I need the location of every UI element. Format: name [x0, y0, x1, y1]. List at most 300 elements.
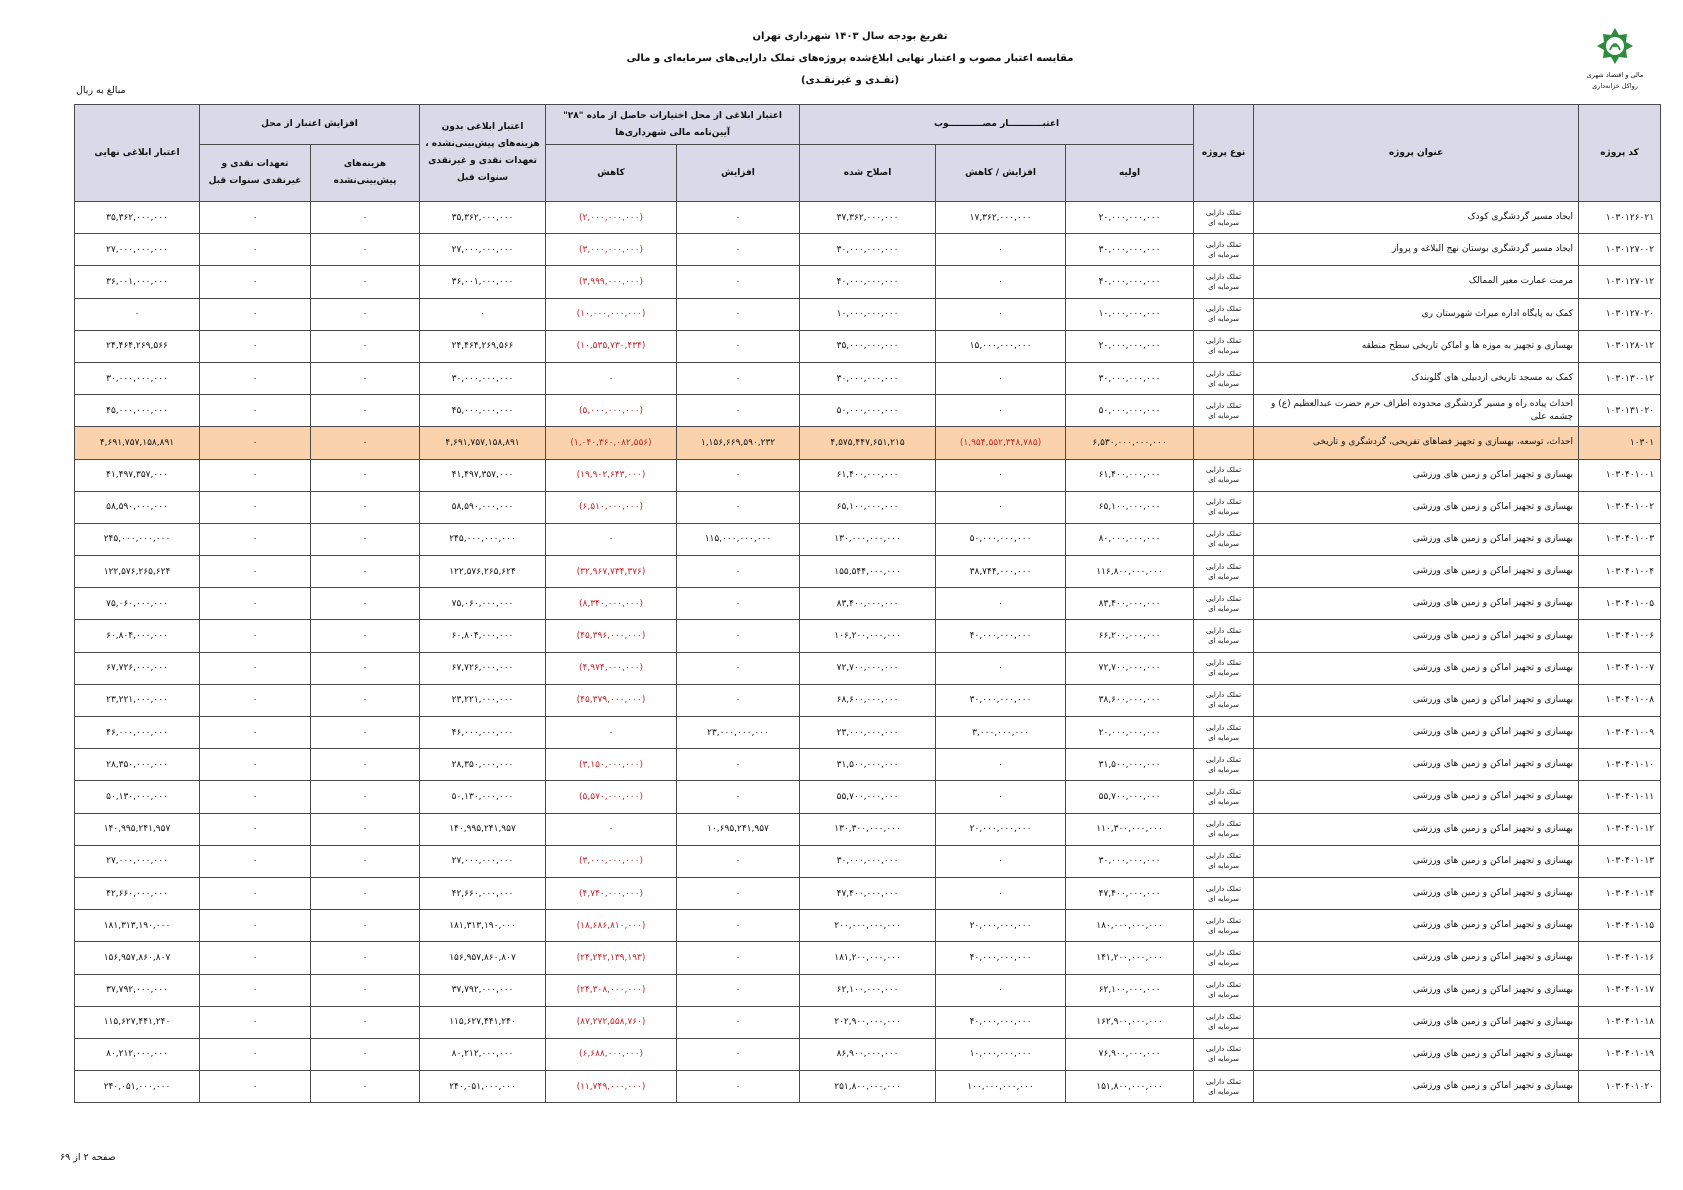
cell-unforeseen: ۰ [311, 749, 420, 781]
cell-final: ۴۵,۰۰۰,۰۰۰,۰۰۰ [75, 395, 200, 427]
cell-title: ایجاد مسیر گردشگری کودک [1254, 202, 1579, 234]
cell-amended: ۷۲,۷۰۰,۰۰۰,۰۰۰ [800, 652, 936, 684]
cell-type: تملک دارایی سرمایه ای [1194, 620, 1254, 652]
cell-title: بهسازی و تجهیز اماکن و زمین های ورزشی [1254, 1006, 1579, 1038]
cell-increase: ۰ [677, 781, 800, 813]
cell-initial: ۵۵,۷۰۰,۰۰۰,۰۰۰ [1066, 781, 1194, 813]
cell-type: تملک دارایی سرمایه ای [1194, 845, 1254, 877]
cell-increase: ۱۱۵,۰۰۰,۰۰۰,۰۰۰ [677, 523, 800, 555]
cell-increase-decrease: ۰ [936, 266, 1066, 298]
cell-prior-commitments: ۰ [200, 1038, 311, 1070]
cell-prior-commitments: ۰ [200, 749, 311, 781]
cell-amended: ۲۵۱,۸۰۰,۰۰۰,۰۰۰ [800, 1071, 936, 1103]
cell-decrease: (۱۰,۵۳۵,۷۳۰,۴۳۴) [546, 330, 677, 362]
cell-type: تملک دارایی سرمایه ای [1194, 266, 1254, 298]
cell-code: ۱۰۳۰۴۰۱۰۰۶ [1579, 620, 1661, 652]
cell-title: ایجاد مسیر گردشگری بوستان نهج البلاغه و پرواز [1254, 234, 1579, 266]
cell-final: ۱۸۱,۳۱۳,۱۹۰,۰۰۰ [75, 910, 200, 942]
cell-initial: ۱۱۰,۳۰۰,۰۰۰,۰۰۰ [1066, 813, 1194, 845]
cell-increase: ۰ [677, 845, 800, 877]
cell-initial: ۳۰,۰۰۰,۰۰۰,۰۰۰ [1066, 234, 1194, 266]
cell-decrease: (۶,۵۱۰,۰۰۰,۰۰۰) [546, 491, 677, 523]
cell-title: احداث پیاده راه و مسیر گردشگری محدوده اطراف حرم حضرت عبدالعظیم (ع) و چشمه علی [1254, 395, 1579, 427]
cell-initial: ۶۲,۱۰۰,۰۰۰,۰۰۰ [1066, 974, 1194, 1006]
cell-final: ۳۰,۰۰۰,۰۰۰,۰۰۰ [75, 362, 200, 394]
cell-initial: ۴۷,۴۰۰,۰۰۰,۰۰۰ [1066, 877, 1194, 909]
cell-decrease: (۴,۹۷۴,۰۰۰,۰۰۰) [546, 652, 677, 684]
cell-code: ۱۰۳۰۴۰۱۰۱۷ [1579, 974, 1661, 1006]
cell-type: تملک دارایی سرمایه ای [1194, 781, 1254, 813]
cell-final: ۷۵,۰۶۰,۰۰۰,۰۰۰ [75, 588, 200, 620]
cell-decrease: (۱,۰۴۰,۳۶۰,۰۸۲,۵۵۶) [546, 427, 677, 459]
cell-increase-decrease: ۲۰,۰۰۰,۰۰۰,۰۰۰ [936, 910, 1066, 942]
cell-increase-decrease: ۰ [936, 395, 1066, 427]
cell-initial: ۷۲,۷۰۰,۰۰۰,۰۰۰ [1066, 652, 1194, 684]
cell-final: ۲۴۰,۰۵۱,۰۰۰,۰۰۰ [75, 1071, 200, 1103]
cell-increase-decrease: ۰ [936, 491, 1066, 523]
cell-increase-decrease: ۴۰,۰۰۰,۰۰۰,۰۰۰ [936, 1006, 1066, 1038]
cell-amended: ۲۳,۰۰۰,۰۰۰,۰۰۰ [800, 717, 936, 749]
cell-code: ۱۰۳۰۴۰۱۰۲۰ [1579, 1071, 1661, 1103]
cell-code: ۱۰۳۰۴۰۱۰۱۳ [1579, 845, 1661, 877]
table-row [75, 202, 1661, 234]
cell-final: ۳۷,۷۹۲,۰۰۰,۰۰۰ [75, 974, 200, 1006]
cell-increase: ۰ [677, 491, 800, 523]
table-row [75, 588, 1661, 620]
cell-initial: ۶۱,۴۰۰,۰۰۰,۰۰۰ [1066, 459, 1194, 491]
cell-notified-without: ۲۴۵,۰۰۰,۰۰۰,۰۰۰ [420, 523, 546, 555]
table-row [75, 717, 1661, 749]
cell-amended: ۲۰۰,۰۰۰,۰۰۰,۰۰۰ [800, 910, 936, 942]
cell-code: ۱۰۳۰۱۳۰۰۱۲ [1579, 362, 1661, 394]
col-header-decrease: کاهش [546, 145, 677, 202]
cell-prior-commitments: ۰ [200, 330, 311, 362]
cell-initial: ۱۴۱,۲۰۰,۰۰۰,۰۰۰ [1066, 942, 1194, 974]
cell-amended: ۱۳۰,۳۰۰,۰۰۰,۰۰۰ [800, 813, 936, 845]
cell-prior-commitments: ۰ [200, 395, 311, 427]
cell-notified-without: ۱۲۲,۵۷۶,۲۶۵,۶۲۴ [420, 556, 546, 588]
cell-final: ۱۵۶,۹۵۷,۸۶۰,۸۰۷ [75, 942, 200, 974]
cell-type: تملک دارایی سرمایه ای [1194, 234, 1254, 266]
cell-initial: ۳۰,۰۰۰,۰۰۰,۰۰۰ [1066, 845, 1194, 877]
cell-prior-commitments: ۰ [200, 845, 311, 877]
table-row [75, 910, 1661, 942]
cell-prior-commitments: ۰ [200, 1006, 311, 1038]
cell-increase: ۰ [677, 974, 800, 1006]
col-header-increase: افزایش [677, 145, 800, 202]
cell-notified-without: ۱۱۵,۶۲۷,۴۴۱,۲۴۰ [420, 1006, 546, 1038]
cell-decrease: (۳۲,۹۶۷,۷۳۴,۳۷۶) [546, 556, 677, 588]
cell-notified-without: ۴۱,۴۹۷,۳۵۷,۰۰۰ [420, 459, 546, 491]
cell-type: تملک دارایی سرمایه ای [1194, 813, 1254, 845]
cell-type: تملک دارایی سرمایه ای [1194, 556, 1254, 588]
cell-amended: ۶۱,۴۰۰,۰۰۰,۰۰۰ [800, 459, 936, 491]
cell-code: ۱۰۳۰۴۰۱۰۱۰ [1579, 749, 1661, 781]
cell-increase: ۰ [677, 202, 800, 234]
cell-decrease: ۰ [546, 813, 677, 845]
cell-decrease: (۳,۰۰۰,۰۰۰,۰۰۰) [546, 234, 677, 266]
col-group-approved: اعتبـــــــــــار مصـــــــــــوب [800, 105, 1194, 145]
cell-final: ۲۸,۳۵۰,۰۰۰,۰۰۰ [75, 749, 200, 781]
cell-code: ۱۰۳۰۴۰۱۰۱۶ [1579, 942, 1661, 974]
cell-final: ۲۴۵,۰۰۰,۰۰۰,۰۰۰ [75, 523, 200, 555]
cell-unforeseen: ۰ [311, 556, 420, 588]
cell-title: بهسازی و تجهیز اماکن و زمین های ورزشی [1254, 1038, 1579, 1070]
cell-title: مرمت عمارت معیر الممالک [1254, 266, 1579, 298]
col-header-title: عنوان پروژه [1254, 105, 1579, 202]
table-row [75, 330, 1661, 362]
page-number: صفحه ۲ از ۶۹ [60, 1152, 116, 1163]
cell-notified-without: ۲۴,۴۶۴,۲۶۹,۵۶۶ [420, 330, 546, 362]
table-row [75, 749, 1661, 781]
table-row [75, 459, 1661, 491]
cell-type: تملک دارایی سرمایه ای [1194, 491, 1254, 523]
cell-increase: ۰ [677, 234, 800, 266]
cell-code: ۱۰۳۰۴۰۱۰۰۸ [1579, 684, 1661, 716]
cell-increase-decrease: ۱۵,۰۰۰,۰۰۰,۰۰۰ [936, 330, 1066, 362]
cell-unforeseen: ۰ [311, 395, 420, 427]
cell-amended: ۱۰۶,۲۰۰,۰۰۰,۰۰۰ [800, 620, 936, 652]
cell-increase: ۰ [677, 942, 800, 974]
cell-increase: ۰ [677, 1006, 800, 1038]
cell-amended: ۱۸۱,۲۰۰,۰۰۰,۰۰۰ [800, 942, 936, 974]
cell-increase-decrease: ۳۸,۷۴۴,۰۰۰,۰۰۰ [936, 556, 1066, 588]
cell-title: بهسازی و تجهیز به موزه ها و اماکن تاریخی سطح منطقه [1254, 330, 1579, 362]
cell-title: بهسازی و تجهیز اماکن و زمین های ورزشی [1254, 684, 1579, 716]
cell-final: ۲۷,۰۰۰,۰۰۰,۰۰۰ [75, 234, 200, 266]
cell-unforeseen: ۰ [311, 1071, 420, 1103]
cell-code: ۱۰۳۰۱۲۷۰۰۲ [1579, 234, 1661, 266]
cell-code: ۱۰۳۰۴۰۱۰۱۴ [1579, 877, 1661, 909]
cell-title: بهسازی و تجهیز اماکن و زمین های ورزشی [1254, 781, 1579, 813]
cell-type: تملک دارایی سرمایه ای [1194, 459, 1254, 491]
cell-decrease: (۲۴,۲۴۲,۱۳۹,۱۹۳) [546, 942, 677, 974]
cell-decrease: (۳,۱۵۰,۰۰۰,۰۰۰) [546, 749, 677, 781]
table-row [75, 620, 1661, 652]
cell-code: ۱۰۳۰۴۰۱۰۱۱ [1579, 781, 1661, 813]
cell-amended: ۳۵,۰۰۰,۰۰۰,۰۰۰ [800, 330, 936, 362]
cell-initial: ۲۰,۰۰۰,۰۰۰,۰۰۰ [1066, 202, 1194, 234]
cell-prior-commitments: ۰ [200, 910, 311, 942]
cell-prior-commitments: ۰ [200, 974, 311, 1006]
cell-prior-commitments: ۰ [200, 1071, 311, 1103]
cell-amended: ۸۶,۹۰۰,۰۰۰,۰۰۰ [800, 1038, 936, 1070]
cell-type: تملک دارایی سرمایه ای [1194, 1038, 1254, 1070]
cell-title: بهسازی و تجهیز اماکن و زمین های ورزشی [1254, 910, 1579, 942]
cell-final: ۴۱,۴۹۷,۳۵۷,۰۰۰ [75, 459, 200, 491]
cell-prior-commitments: ۰ [200, 234, 311, 266]
cell-prior-commitments: ۰ [200, 877, 311, 909]
cell-prior-commitments: ۰ [200, 588, 311, 620]
col-header-unforeseen: هزینه‌های پیش‌بینی‌نشده [311, 145, 420, 202]
cell-increase-decrease: ۰ [936, 974, 1066, 1006]
cell-final: ۲۴,۴۶۴,۲۶۹,۵۶۶ [75, 330, 200, 362]
cell-code: ۱۰۳۰۴۰۱۰۱۲ [1579, 813, 1661, 845]
currency-unit-note: مبالغ به ریال [76, 85, 126, 96]
col-header-type: نوع پروژه [1194, 105, 1254, 202]
cell-decrease: (۴۵,۳۷۹,۰۰۰,۰۰۰) [546, 684, 677, 716]
cell-title: بهسازی و تجهیز اماکن و زمین های ورزشی [1254, 491, 1579, 523]
cell-unforeseen: ۰ [311, 427, 420, 459]
cell-title: بهسازی و تجهیز اماکن و زمین های ورزشی [1254, 556, 1579, 588]
cell-final: ۸۰,۲۱۲,۰۰۰,۰۰۰ [75, 1038, 200, 1070]
cell-type: تملک دارایی سرمایه ای [1194, 202, 1254, 234]
table-row [75, 974, 1661, 1006]
cell-title: بهسازی و تجهیز اماکن و زمین های ورزشی [1254, 813, 1579, 845]
cell-decrease: (۲,۰۰۰,۰۰۰,۰۰۰) [546, 202, 677, 234]
cell-code: ۱۰۳۰۴۰۱۰۰۱ [1579, 459, 1661, 491]
cell-increase: ۰ [677, 877, 800, 909]
cell-notified-without: ۲۷,۰۰۰,۰۰۰,۰۰۰ [420, 234, 546, 266]
cell-amended: ۱۳۰,۰۰۰,۰۰۰,۰۰۰ [800, 523, 936, 555]
cell-code: ۱۰۳۰۴۰۱۰۰۲ [1579, 491, 1661, 523]
table-row [75, 877, 1661, 909]
cell-prior-commitments: ۰ [200, 202, 311, 234]
cell-title: بهسازی و تجهیز اماکن و زمین های ورزشی [1254, 652, 1579, 684]
cell-initial: ۳۸,۶۰۰,۰۰۰,۰۰۰ [1066, 684, 1194, 716]
cell-increase-decrease: ۵۰,۰۰۰,۰۰۰,۰۰۰ [936, 523, 1066, 555]
cell-notified-without: ۴,۶۹۱,۷۵۷,۱۵۸,۸۹۱ [420, 427, 546, 459]
report-title: تفریغ بودجه سال ۱۴۰۳ شهرداری تهران [752, 31, 948, 42]
cell-decrease: (۸۷,۲۷۲,۵۵۸,۷۶۰) [546, 1006, 677, 1038]
cell-initial: ۶,۵۳۰,۰۰۰,۰۰۰,۰۰۰ [1066, 427, 1194, 459]
cell-increase: ۰ [677, 910, 800, 942]
cell-notified-without: ۳۷,۷۹۲,۰۰۰,۰۰۰ [420, 974, 546, 1006]
cell-notified-without: ۷۵,۰۶۰,۰۰۰,۰۰۰ [420, 588, 546, 620]
table-row [75, 942, 1661, 974]
cell-prior-commitments: ۰ [200, 684, 311, 716]
cell-notified-without: ۴۵,۰۰۰,۰۰۰,۰۰۰ [420, 395, 546, 427]
cell-unforeseen: ۰ [311, 491, 420, 523]
cell-unforeseen: ۰ [311, 652, 420, 684]
cell-initial: ۸۳,۴۰۰,۰۰۰,۰۰۰ [1066, 588, 1194, 620]
cell-initial: ۷۶,۹۰۰,۰۰۰,۰۰۰ [1066, 1038, 1194, 1070]
cell-decrease: (۵,۰۰۰,۰۰۰,۰۰۰) [546, 395, 677, 427]
logo-caption-1: مالی و اقتصاد شهری [1586, 71, 1644, 79]
cell-increase-decrease: ۱۰۰,۰۰۰,۰۰۰,۰۰۰ [936, 1071, 1066, 1103]
cell-final: ۱۴۰,۹۹۵,۲۴۱,۹۵۷ [75, 813, 200, 845]
table-row [75, 781, 1661, 813]
table-row [75, 362, 1661, 394]
cell-initial: ۱۵۱,۸۰۰,۰۰۰,۰۰۰ [1066, 1071, 1194, 1103]
cell-code: ۱۰۳۰۴۰۱۰۱۸ [1579, 1006, 1661, 1038]
table-row [75, 266, 1661, 298]
cell-unforeseen: ۰ [311, 266, 420, 298]
col-header-final: اعتبار ابلاغی نهایی [75, 105, 200, 202]
cell-title: کمک به پایگاه اداره میراث شهرستان ری [1254, 298, 1579, 330]
cell-final: ۶۰,۸۰۴,۰۰۰,۰۰۰ [75, 620, 200, 652]
cell-final: ۴۶,۰۰۰,۰۰۰,۰۰۰ [75, 717, 200, 749]
cell-increase-decrease: ۲۰,۰۰۰,۰۰۰,۰۰۰ [936, 813, 1066, 845]
cell-final: ۳۵,۳۶۲,۰۰۰,۰۰۰ [75, 202, 200, 234]
cell-decrease: (۱۱,۷۴۹,۰۰۰,۰۰۰) [546, 1071, 677, 1103]
cell-prior-commitments: ۰ [200, 298, 311, 330]
cell-prior-commitments: ۰ [200, 556, 311, 588]
cell-decrease: ۰ [546, 523, 677, 555]
cell-increase: ۰ [677, 652, 800, 684]
cell-unforeseen: ۰ [311, 910, 420, 942]
cell-amended: ۳۰,۰۰۰,۰۰۰,۰۰۰ [800, 362, 936, 394]
col-header-amended: اصلاح شده [800, 145, 936, 202]
table-row [75, 491, 1661, 523]
cell-increase: ۰ [677, 620, 800, 652]
cell-type: تملک دارایی سرمایه ای [1194, 910, 1254, 942]
cell-type: تملک دارایی سرمایه ای [1194, 298, 1254, 330]
cell-type: تملک دارایی سرمایه ای [1194, 684, 1254, 716]
cell-notified-without: ۰ [420, 298, 546, 330]
cell-initial: ۱۶۲,۹۰۰,۰۰۰,۰۰۰ [1066, 1006, 1194, 1038]
cell-code: ۱۰۳۰۴۰۱۰۰۴ [1579, 556, 1661, 588]
cell-increase-decrease: ۴۰,۰۰۰,۰۰۰,۰۰۰ [936, 620, 1066, 652]
cell-type: تملک دارایی سرمایه ای [1194, 395, 1254, 427]
budget-table [74, 104, 1661, 1103]
cell-unforeseen: ۰ [311, 620, 420, 652]
cell-final: ۶۷,۷۲۶,۰۰۰,۰۰۰ [75, 652, 200, 684]
cell-increase: ۰ [677, 556, 800, 588]
summary-row [75, 427, 1661, 459]
col-header-notified-without: اعتبار ابلاغی بدون هزینه‌های پیش‌بینی‌نشده ، تعهدات نقدی و غیرنقدی سنوات قبل [420, 105, 546, 202]
cell-title: بهسازی و تجهیز اماکن و زمین های ورزشی [1254, 717, 1579, 749]
cell-type: تملک دارایی سرمایه ای [1194, 588, 1254, 620]
cell-notified-without: ۶۰,۸۰۴,۰۰۰,۰۰۰ [420, 620, 546, 652]
cell-initial: ۸۰,۰۰۰,۰۰۰,۰۰۰ [1066, 523, 1194, 555]
cell-amended: ۱۵۵,۵۴۴,۰۰۰,۰۰۰ [800, 556, 936, 588]
cell-increase-decrease: (۱,۹۵۴,۵۵۲,۳۴۸,۷۸۵) [936, 427, 1066, 459]
cell-final: ۱۱۵,۶۲۷,۴۴۱,۲۴۰ [75, 1006, 200, 1038]
cell-title: احداث، توسعه، بهسازی و تجهیز فضاهای تفریحی، گردشگری و تاریخی [1254, 427, 1579, 459]
cell-code: ۱۰۳۰۴۰۱۰۰۵ [1579, 588, 1661, 620]
cell-increase-decrease: ۳,۰۰۰,۰۰۰,۰۰۰ [936, 717, 1066, 749]
cell-amended: ۳۰,۰۰۰,۰۰۰,۰۰۰ [800, 845, 936, 877]
cell-unforeseen: ۰ [311, 523, 420, 555]
cell-increase: ۱,۱۵۶,۶۶۹,۵۹۰,۲۳۲ [677, 427, 800, 459]
cell-amended: ۴,۵۷۵,۴۴۷,۶۵۱,۲۱۵ [800, 427, 936, 459]
cell-title: بهسازی و تجهیز اماکن و زمین های ورزشی [1254, 1071, 1579, 1103]
cell-notified-without: ۳۵,۳۶۲,۰۰۰,۰۰۰ [420, 202, 546, 234]
table-row [75, 652, 1661, 684]
cell-unforeseen: ۰ [311, 202, 420, 234]
cell-title: بهسازی و تجهیز اماکن و زمین های ورزشی [1254, 877, 1579, 909]
cell-code: ۱۰۳۰۴۰۱۰۰۷ [1579, 652, 1661, 684]
cell-code: ۱۰۳۰۱۲۶۰۲۱ [1579, 202, 1661, 234]
cell-initial: ۵۰,۰۰۰,۰۰۰,۰۰۰ [1066, 395, 1194, 427]
cell-increase-decrease: ۰ [936, 459, 1066, 491]
cell-unforeseen: ۰ [311, 813, 420, 845]
table-row [75, 523, 1661, 555]
col-header-code: کد پروژه [1579, 105, 1661, 202]
cell-amended: ۴۷,۴۰۰,۰۰۰,۰۰۰ [800, 877, 936, 909]
report-title-block [520, 26, 1180, 92]
cell-initial: ۱۸۰,۰۰۰,۰۰۰,۰۰۰ [1066, 910, 1194, 942]
cell-prior-commitments: ۰ [200, 362, 311, 394]
cell-increase: ۰ [677, 1071, 800, 1103]
cell-decrease: (۱۹,۹۰۲,۶۴۳,۰۰۰) [546, 459, 677, 491]
cell-notified-without: ۲۸,۳۵۰,۰۰۰,۰۰۰ [420, 749, 546, 781]
cell-increase: ۰ [677, 298, 800, 330]
cell-initial: ۱۰,۰۰۰,۰۰۰,۰۰۰ [1066, 298, 1194, 330]
cell-code: ۱۰۳۰۱۲۷۰۱۲ [1579, 266, 1661, 298]
cell-type: تملک دارایی سرمایه ای [1194, 652, 1254, 684]
cell-increase: ۰ [677, 362, 800, 394]
cell-final: ۴۲,۶۶۰,۰۰۰,۰۰۰ [75, 877, 200, 909]
cell-unforeseen: ۰ [311, 330, 420, 362]
table-row [75, 845, 1661, 877]
cell-increase: ۱۰,۶۹۵,۲۴۱,۹۵۷ [677, 813, 800, 845]
cell-code: ۱۰۳۰۱۲۷۰۲۰ [1579, 298, 1661, 330]
cell-decrease: (۵,۵۷۰,۰۰۰,۰۰۰) [546, 781, 677, 813]
cell-increase-decrease: ۰ [936, 652, 1066, 684]
cell-increase-decrease: ۰ [936, 749, 1066, 781]
cell-amended: ۴۰,۰۰۰,۰۰۰,۰۰۰ [800, 266, 936, 298]
cell-unforeseen: ۰ [311, 362, 420, 394]
cell-initial: ۳۰,۰۰۰,۰۰۰,۰۰۰ [1066, 362, 1194, 394]
cell-notified-without: ۱۵۶,۹۵۷,۸۶۰,۸۰۷ [420, 942, 546, 974]
cell-code: ۱۰۳۰۴۰۱۰۰۳ [1579, 523, 1661, 555]
report-subtitle-note: (نقـدی و غیرنقـدی) [800, 75, 900, 86]
table-row [75, 298, 1661, 330]
cell-final: ۲۷,۰۰۰,۰۰۰,۰۰۰ [75, 845, 200, 877]
cell-code: ۱۰۳۰۱۲۸۰۱۲ [1579, 330, 1661, 362]
cell-increase-decrease: ۰ [936, 781, 1066, 813]
logo-caption-2: رواکل خزانه‌داری [1592, 82, 1638, 90]
cell-title: بهسازی و تجهیز اماکن و زمین های ورزشی [1254, 749, 1579, 781]
cell-increase-decrease: ۰ [936, 877, 1066, 909]
cell-amended: ۵۰,۰۰۰,۰۰۰,۰۰۰ [800, 395, 936, 427]
cell-title: کمک به مسجد تاریخی اردبیلی های گلوبندک [1254, 362, 1579, 394]
table-row [75, 556, 1661, 588]
cell-unforeseen: ۰ [311, 781, 420, 813]
cell-prior-commitments: ۰ [200, 620, 311, 652]
cell-title: بهسازی و تجهیز اماکن و زمین های ورزشی [1254, 974, 1579, 1006]
cell-prior-commitments: ۰ [200, 459, 311, 491]
cell-final: ۵۰,۱۳۰,۰۰۰,۰۰۰ [75, 781, 200, 813]
cell-unforeseen: ۰ [311, 588, 420, 620]
cell-notified-without: ۴۶,۰۰۰,۰۰۰,۰۰۰ [420, 717, 546, 749]
col-header-increase-decrease: افزایش / کاهش [936, 145, 1066, 202]
cell-type: تملک دارایی سرمایه ای [1194, 877, 1254, 909]
cell-title: بهسازی و تجهیز اماکن و زمین های ورزشی [1254, 588, 1579, 620]
cell-amended: ۵۵,۷۰۰,۰۰۰,۰۰۰ [800, 781, 936, 813]
cell-initial: ۶۶,۲۰۰,۰۰۰,۰۰۰ [1066, 620, 1194, 652]
table-row [75, 395, 1661, 427]
cell-increase: ۰ [677, 395, 800, 427]
cell-increase-decrease: ۳۰,۰۰۰,۰۰۰,۰۰۰ [936, 684, 1066, 716]
cell-increase-decrease: ۰ [936, 234, 1066, 266]
table-body [75, 202, 1661, 1103]
cell-prior-commitments: ۰ [200, 942, 311, 974]
cell-code: ۱۰۳۰۴۰۱۰۱۵ [1579, 910, 1661, 942]
cell-type: تملک دارایی سرمایه ای [1194, 749, 1254, 781]
cell-notified-without: ۳۶,۰۰۱,۰۰۰,۰۰۰ [420, 266, 546, 298]
cell-title: بهسازی و تجهیز اماکن و زمین های ورزشی [1254, 845, 1579, 877]
cell-unforeseen: ۰ [311, 459, 420, 491]
cell-amended: ۳۰,۰۰۰,۰۰۰,۰۰۰ [800, 234, 936, 266]
cell-increase: ۰ [677, 588, 800, 620]
cell-amended: ۱۰,۰۰۰,۰۰۰,۰۰۰ [800, 298, 936, 330]
cell-unforeseen: ۰ [311, 1006, 420, 1038]
cell-unforeseen: ۰ [311, 717, 420, 749]
table-row [75, 684, 1661, 716]
cell-notified-without: ۲۴۰,۰۵۱,۰۰۰,۰۰۰ [420, 1071, 546, 1103]
cell-code: ۱۰۳۰۴۰۱۰۱۹ [1579, 1038, 1661, 1070]
cell-notified-without: ۵۰,۱۳۰,۰۰۰,۰۰۰ [420, 781, 546, 813]
cell-increase: ۲۳,۰۰۰,۰۰۰,۰۰۰ [677, 717, 800, 749]
cell-initial: ۴۰,۰۰۰,۰۰۰,۰۰۰ [1066, 266, 1194, 298]
cell-unforeseen: ۰ [311, 845, 420, 877]
cell-decrease: (۸,۳۴۰,۰۰۰,۰۰۰) [546, 588, 677, 620]
cell-initial: ۱۱۶,۸۰۰,۰۰۰,۰۰۰ [1066, 556, 1194, 588]
cell-prior-commitments: ۰ [200, 717, 311, 749]
